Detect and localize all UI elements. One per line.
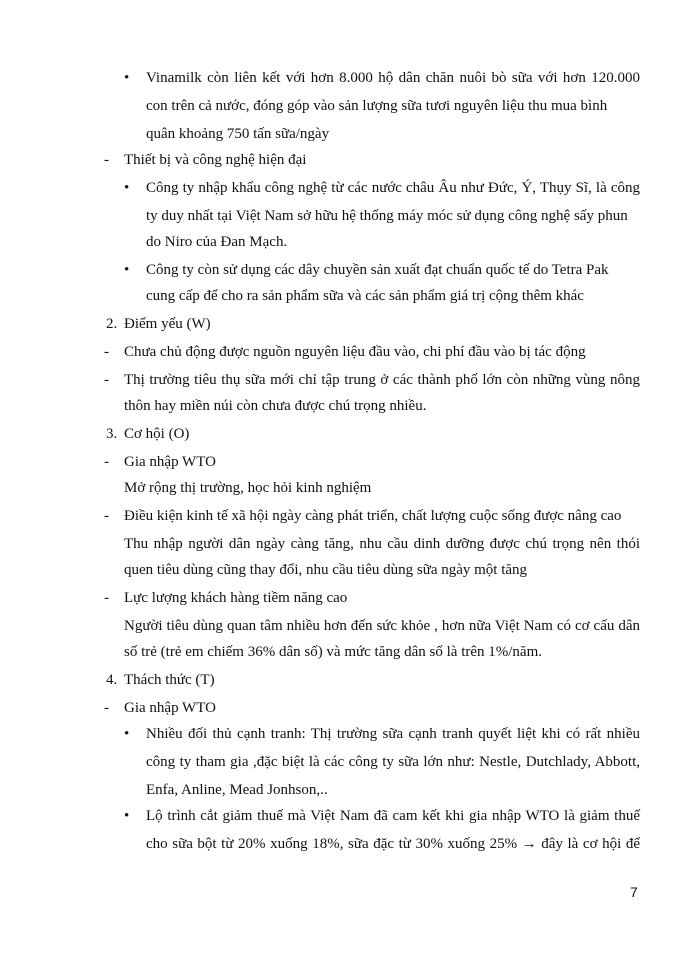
bullet-marker: • xyxy=(124,70,130,86)
text-line: Công ty còn sử dụng các dây chuyền sản xuất đạt chuẩn quốc tế do Tetra Pak xyxy=(146,262,609,278)
bullet-marker: • xyxy=(124,726,130,742)
text-line: Thiết bị và công nghệ hiện đại xyxy=(124,152,307,168)
text-line: Gia nhập WTO xyxy=(124,454,216,470)
section-number: 2. xyxy=(106,316,118,332)
text-line: Chưa chủ động được nguồn nguyên liệu đầu vào, chi phí đầu vào bị tác động xyxy=(124,344,586,360)
text-line: Gia nhập WTO xyxy=(124,700,216,716)
text-line: Vinamilk còn liên kết với hơn 8.000 hộ dân chăn nuôi bò sữa với hơn 120.000 xyxy=(146,70,640,86)
text-line: số trẻ (trẻ em chiếm 36% dân số) và mức tăng dân số là trên 1%/năm. xyxy=(124,644,543,660)
text-line: Người tiêu dùng quan tâm nhiều hơn đến sức khỏe , hơn nữa Việt Nam có cơ cấu dân xyxy=(124,618,640,634)
text-line: Thu nhập người dân ngày càng tăng, nhu cầu dinh dưỡng được chú trọng nên thói xyxy=(124,536,640,552)
dash-marker: - xyxy=(104,454,109,470)
dash-marker: - xyxy=(104,152,109,168)
bullet-marker: • xyxy=(124,808,130,824)
text-line: Mở rộng thị trường, học hỏi kinh nghiệm xyxy=(124,480,372,496)
section-heading: Điểm yếu (W) xyxy=(124,316,211,332)
text-line: Nhiều đối thủ cạnh tranh: Thị trường sữa cạnh tranh quyết liệt khi có rất nhiều xyxy=(146,726,640,742)
text-line: Lực lượng khách hàng tiềm năng cao xyxy=(124,590,348,606)
text-line: công ty tham gia ,đặc biệt là các công ty sữa lớn như: Nestle, Dutchlady, Abbott, xyxy=(146,754,640,770)
text-line: do Niro của Đan Mạch. xyxy=(146,234,288,250)
text-line: ty duy nhất tại Việt Nam sở hữu hệ thống máy móc sử dụng công nghệ sấy phun xyxy=(146,208,628,224)
text-line: thôn hay miền núi còn chưa được chú trọng nhiều. xyxy=(124,398,427,414)
text-line: Enfa, Anline, Mead Jonhson,.. xyxy=(146,782,328,798)
text-line: Thị trường tiêu thụ sữa mới chỉ tập trung ở các thành phố lớn còn những vùng nông xyxy=(124,372,640,388)
section-number: 4. xyxy=(106,672,118,688)
bullet-marker: • xyxy=(124,180,130,196)
dash-marker: - xyxy=(104,590,109,606)
page-number: 7 xyxy=(630,884,638,900)
text-line: quen tiêu dùng cũng thay đổi, nhu cầu tiêu dùng sữa ngày một tăng xyxy=(124,562,528,578)
bullet-marker: • xyxy=(124,262,130,278)
section-heading: Cơ hội (O) xyxy=(124,426,190,442)
text-line: Công ty nhập khẩu công nghệ từ các nước châu Âu như Đức, Ý, Thụy Sĩ, là công xyxy=(146,180,640,196)
dash-marker: - xyxy=(104,372,109,388)
section-number: 3. xyxy=(106,426,118,442)
text-line: con trên cả nước, đóng góp vào sản lượng sữa tươi nguyên liệu thu mua bình xyxy=(146,98,608,114)
text-line: cung cấp để cho ra sản phẩm sữa và các sản phẩm giá trị cộng thêm khác xyxy=(146,288,584,304)
dash-marker: - xyxy=(104,344,109,360)
dash-marker: - xyxy=(104,508,109,524)
text-line: Lộ trình cắt giảm thuế mà Việt Nam đã cam kết khi gia nhập WTO là giảm thuế xyxy=(146,808,640,824)
text-line: quân khoảng 750 tấn sữa/ngày xyxy=(146,126,330,142)
section-heading: Thách thức (T) xyxy=(124,672,215,688)
text-line: cho sữa bột từ 20% xuống 18%, sữa đặc từ 30% xuống 25% → đây là cơ hội để xyxy=(146,836,640,852)
text-line: Điều kiện kinh tế xã hội ngày càng phát triển, chất lượng cuộc sống được nâng cao xyxy=(124,508,622,524)
dash-marker: - xyxy=(104,700,109,716)
